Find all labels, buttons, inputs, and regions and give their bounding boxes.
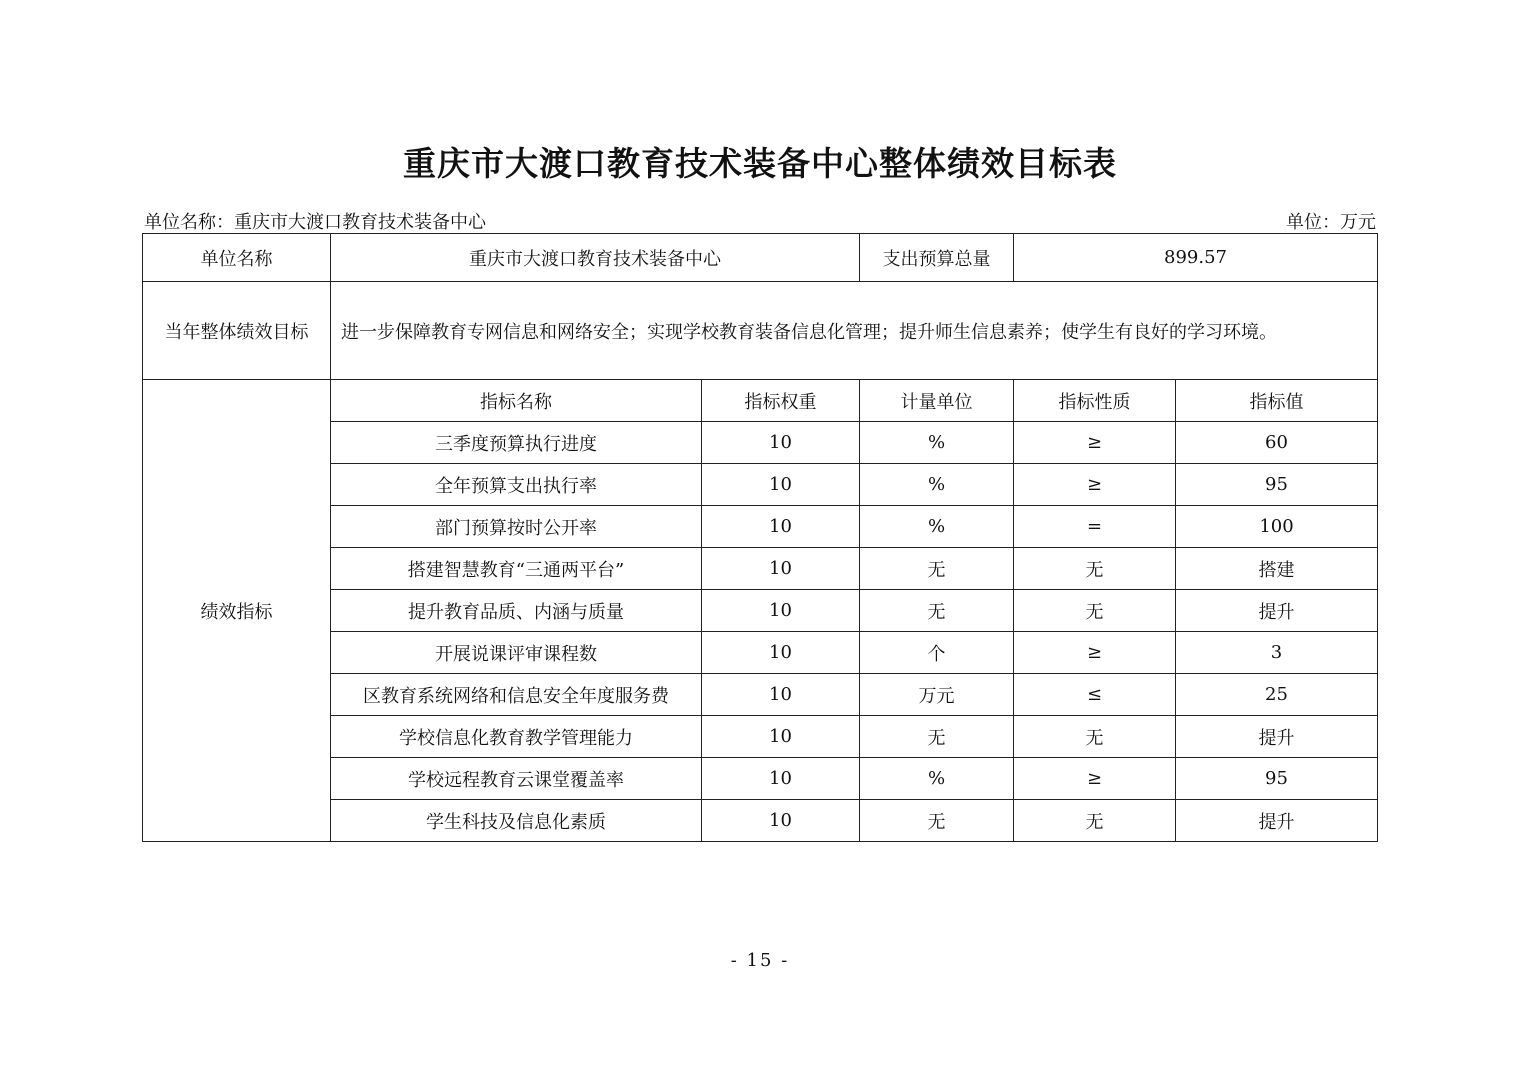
indicator-unit: 无 bbox=[860, 590, 1014, 632]
indicator-unit: 个 bbox=[860, 632, 1014, 674]
indicator-value: 提升 bbox=[1176, 716, 1378, 758]
column-header-nature: 指标性质 bbox=[1014, 380, 1176, 422]
budget-label: 支出预算总量 bbox=[860, 234, 1014, 282]
page-title: 重庆市大渡口教育技术装备中心整体绩效目标表 bbox=[403, 144, 1117, 183]
indicator-weight: 10 bbox=[702, 674, 860, 716]
indicator-unit: % bbox=[860, 422, 1014, 464]
column-header-unit: 计量单位 bbox=[860, 380, 1014, 422]
indicator-name: 部门预算按时公开率 bbox=[331, 506, 702, 548]
indicator-nature: = bbox=[1014, 506, 1176, 548]
indicator-value: 60 bbox=[1176, 422, 1378, 464]
unit-name-label: 单位名称 bbox=[143, 234, 331, 282]
indicator-nature: 无 bbox=[1014, 716, 1176, 758]
unit-name-caption: 单位名称：重庆市大渡口教育技术装备中心 bbox=[144, 212, 486, 233]
indicator-name: 学校信息化教育教学管理能力 bbox=[331, 716, 702, 758]
indicator-weight: 10 bbox=[702, 800, 860, 842]
indicator-unit: % bbox=[860, 506, 1014, 548]
unit-name-value: 重庆市大渡口教育技术装备中心 bbox=[331, 234, 860, 282]
indicator-value: 25 bbox=[1176, 674, 1378, 716]
indicator-value: 95 bbox=[1176, 464, 1378, 506]
goal-label: 当年整体绩效目标 bbox=[143, 282, 331, 380]
indicator-name: 提升教育品质、内涵与质量 bbox=[331, 590, 702, 632]
indicator-value: 3 bbox=[1176, 632, 1378, 674]
indicator-name: 三季度预算执行进度 bbox=[331, 422, 702, 464]
indicator-weight: 10 bbox=[702, 464, 860, 506]
performance-table bbox=[142, 233, 1378, 842]
indicator-value: 95 bbox=[1176, 758, 1378, 800]
indicator-section-label: 绩效指标 bbox=[143, 380, 331, 842]
indicator-name: 学校远程教育云课堂覆盖率 bbox=[331, 758, 702, 800]
indicator-weight: 10 bbox=[702, 590, 860, 632]
indicator-nature: ≥ bbox=[1014, 632, 1176, 674]
indicator-weight: 10 bbox=[702, 422, 860, 464]
indicator-weight: 10 bbox=[702, 632, 860, 674]
indicator-name: 全年预算支出执行率 bbox=[331, 464, 702, 506]
indicator-unit: 无 bbox=[860, 716, 1014, 758]
indicator-value: 提升 bbox=[1176, 590, 1378, 632]
indicator-name: 学生科技及信息化素质 bbox=[331, 800, 702, 842]
header-row bbox=[143, 234, 1378, 282]
goal-text: 进一步保障教育专网信息和网络安全；实现学校教育装备信息化管理；提升师生信息素养；使学生有良好的学习环境。 bbox=[331, 282, 1378, 380]
indicator-unit: % bbox=[860, 758, 1014, 800]
indicator-name: 开展说课评审课程数 bbox=[331, 632, 702, 674]
column-header-value: 指标值 bbox=[1176, 380, 1378, 422]
indicator-unit: 万元 bbox=[860, 674, 1014, 716]
indicator-name: 区教育系统网络和信息安全年度服务费 bbox=[331, 674, 702, 716]
indicator-nature: ≥ bbox=[1014, 758, 1176, 800]
indicator-nature: 无 bbox=[1014, 548, 1176, 590]
page-number: - 15 - bbox=[730, 950, 790, 971]
indicator-nature: ≥ bbox=[1014, 464, 1176, 506]
indicator-unit: 无 bbox=[860, 800, 1014, 842]
column-header-weight: 指标权重 bbox=[702, 380, 860, 422]
indicator-weight: 10 bbox=[702, 506, 860, 548]
column-header-name: 指标名称 bbox=[331, 380, 702, 422]
indicator-weight: 10 bbox=[702, 716, 860, 758]
indicator-value: 100 bbox=[1176, 506, 1378, 548]
indicator-weight: 10 bbox=[702, 758, 860, 800]
currency-caption: 单位：万元 bbox=[1286, 212, 1376, 233]
indicator-nature: 无 bbox=[1014, 590, 1176, 632]
indicator-header-row bbox=[143, 380, 1378, 422]
indicator-name: 搭建智慧教育“三通两平台” bbox=[331, 548, 702, 590]
goal-row bbox=[143, 282, 1378, 380]
indicator-value: 搭建 bbox=[1176, 548, 1378, 590]
budget-value: 899.57 bbox=[1014, 234, 1378, 282]
indicator-nature: ≥ bbox=[1014, 422, 1176, 464]
indicator-unit: % bbox=[860, 464, 1014, 506]
indicator-nature: ≤ bbox=[1014, 674, 1176, 716]
indicator-nature: 无 bbox=[1014, 800, 1176, 842]
indicator-unit: 无 bbox=[860, 548, 1014, 590]
indicator-weight: 10 bbox=[702, 548, 860, 590]
indicator-value: 提升 bbox=[1176, 800, 1378, 842]
